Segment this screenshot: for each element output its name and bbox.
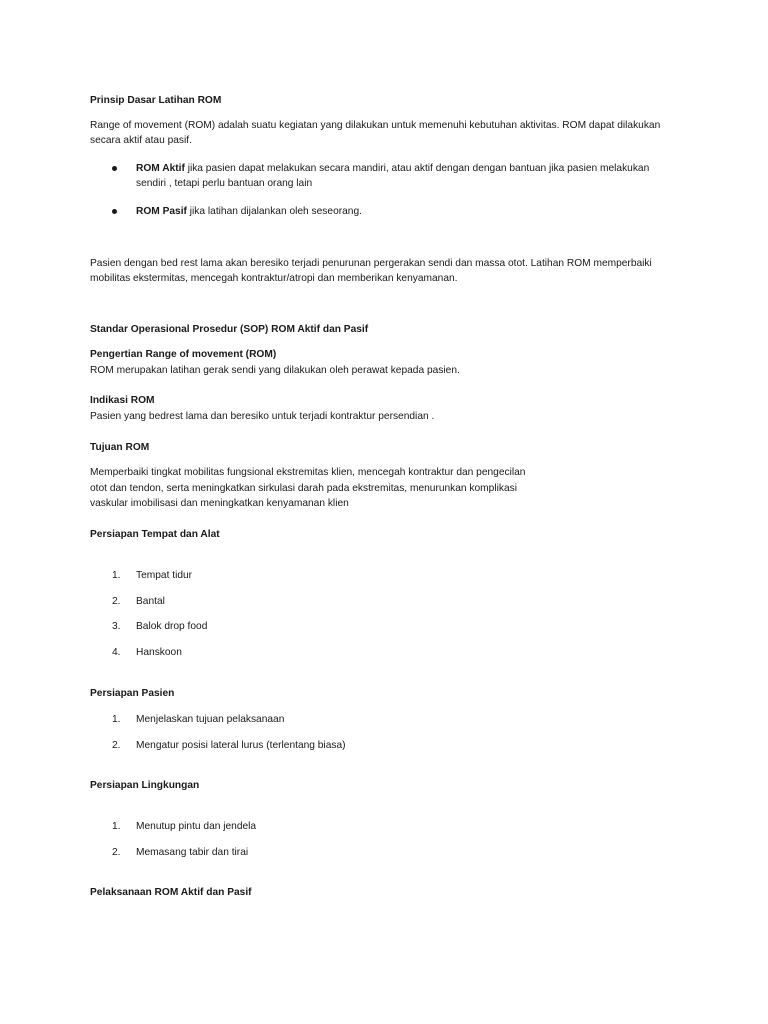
heading-persiapan-pasien: Persiapan Pasien xyxy=(90,688,175,699)
tujuan-line: Memperbaiki tingkat mobilitas fungsional ekstremitas klien, mencegah kontraktur dan pengecilan xyxy=(90,467,526,478)
list-number: 3. xyxy=(112,621,121,632)
list-number: 1. xyxy=(112,570,121,581)
heading-indikasi: Indikasi ROM xyxy=(90,395,155,406)
list-number: 1. xyxy=(112,821,121,832)
heading-prinsip-dasar: Prinsip Dasar Latihan ROM xyxy=(90,95,222,106)
heading-pengertian: Pengertian Range of movement (ROM) xyxy=(90,349,277,360)
bullet-dot-icon xyxy=(112,166,117,171)
heading-persiapan-lingkungan: Persiapan Lingkungan xyxy=(90,780,200,791)
list-number: 4. xyxy=(112,647,121,658)
heading-pelaksanaan: Pelaksanaan ROM Aktif dan Pasif xyxy=(90,887,252,898)
list-text: Memasang tabir dan tirai xyxy=(136,847,249,858)
list-text: Bantal xyxy=(136,596,165,607)
list-number: 2. xyxy=(112,847,121,858)
bullet-text: jika latihan dijalankan oleh seseorang. xyxy=(186,206,362,217)
bullet-term: ROM Aktif xyxy=(136,163,185,174)
bullet-text: jika pasien dapat melakukan secara mandiri, atau aktif dengan dengan bantuan jika pasien melakukan sendiri , tetapi perlu bantuan orang lain xyxy=(136,163,650,189)
heading-persiapan-tempat: Persiapan Tempat dan Alat xyxy=(90,529,220,540)
bedrest-paragraph: Pasien dengan bed rest lama akan beresiko terjadi penurunan pergerakan sendi dan massa otot. Latihan ROM memperbaiki mobilitas ekstermitas, mencegah kontraktur/atropi dan memberikan kenyamanan. xyxy=(90,258,652,284)
list-text: Balok drop food xyxy=(136,621,208,632)
list-number: 2. xyxy=(112,596,121,607)
tujuan-line: otot dan tendon, serta meningkatkan sirkulasi darah pada ekstremitas, menurunkan komplikasi xyxy=(90,483,517,494)
list-text: Menutup pintu dan jendela xyxy=(136,821,257,832)
tujuan-line: vaskular imobilisasi dan meningkatkan kenyamanan klien xyxy=(90,498,349,509)
list-text: Hanskoon xyxy=(136,647,182,658)
list-text: Tempat tidur xyxy=(136,570,193,581)
bullet-term: ROM Pasif xyxy=(136,206,187,217)
heading-sop: Standar Operasional Prosedur (SOP) ROM Aktif dan Pasif xyxy=(90,324,369,335)
list-number: 2. xyxy=(112,740,121,751)
indikasi-text: Pasien yang bedrest lama dan beresiko untuk terjadi kontraktur persendian . xyxy=(90,411,435,422)
heading-tujuan: Tujuan ROM xyxy=(90,442,150,453)
list-text: Mengatur posisi lateral lurus (terlentang biasa) xyxy=(136,740,346,751)
pengertian-text: ROM merupakan latihan gerak sendi yang dilakukan oleh perawat kepada pasien. xyxy=(90,365,460,376)
intro-paragraph: Range of movement (ROM) adalah suatu kegiatan yang dilakukan untuk memenuhi kebutuhan aktivitas. ROM dapat dilakukan secara aktif atau pasif. xyxy=(90,120,661,146)
list-text: Menjelaskan tujuan pelaksanaan xyxy=(136,714,285,725)
list-number: 1. xyxy=(112,714,121,725)
bullet-dot-icon xyxy=(112,209,117,214)
